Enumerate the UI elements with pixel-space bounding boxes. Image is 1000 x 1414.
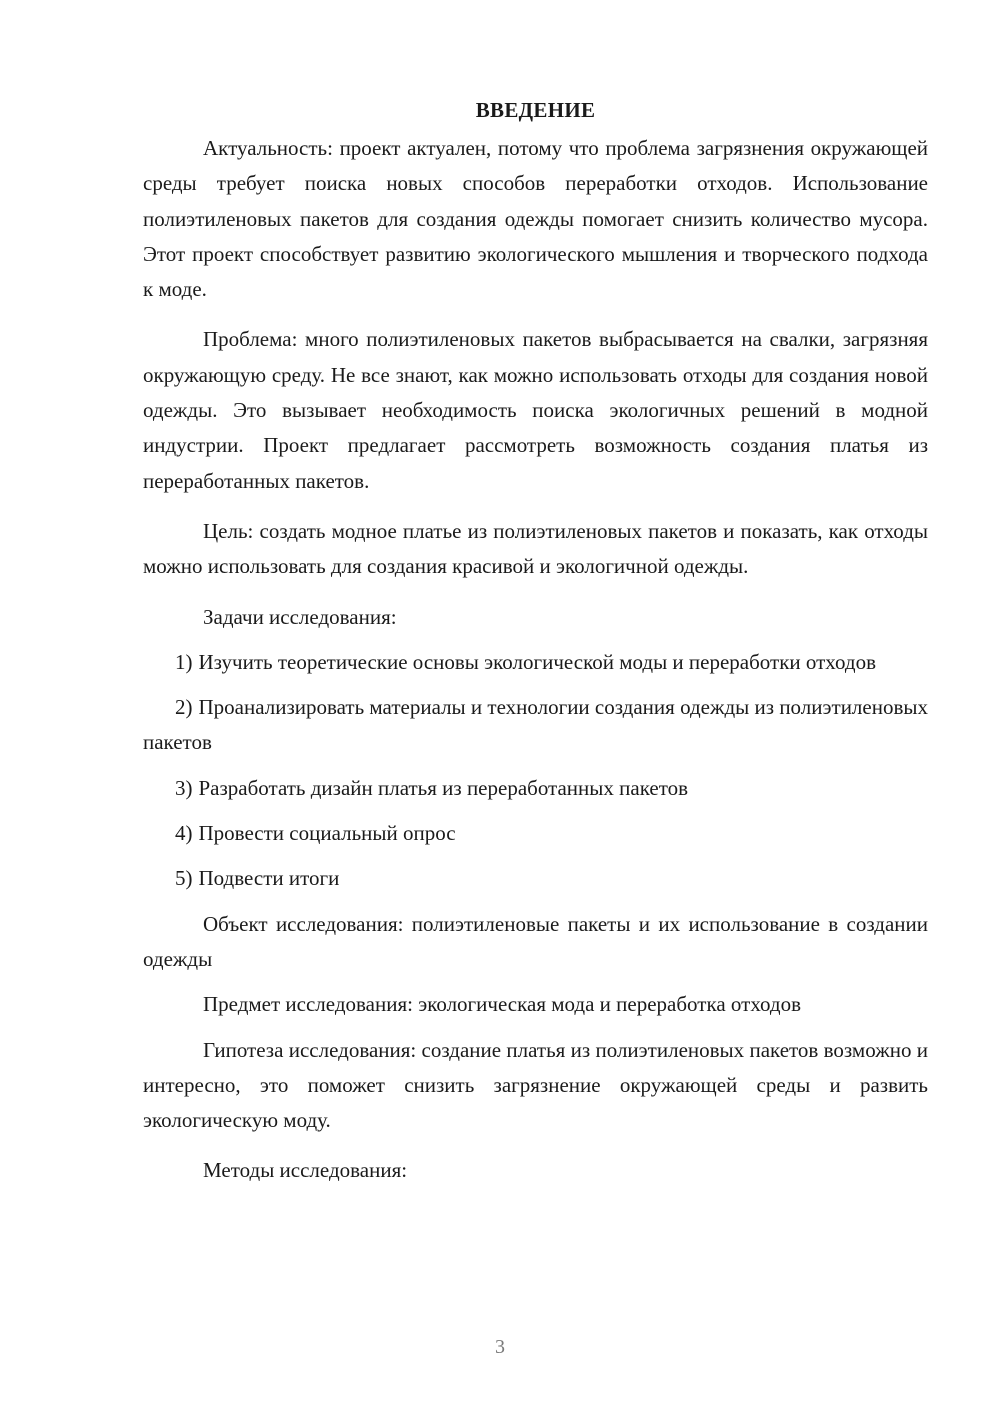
list-item-number: 4) bbox=[175, 821, 193, 846]
list-item bbox=[143, 861, 928, 896]
hypothesis-paragraph: Гипотеза исследования: создание платья из полиэтиленовых пакетов возможно и интересно, это поможет снизить загрязнение окружающей среды и развить экологическую моду. bbox=[143, 1037, 928, 1133]
list-item bbox=[143, 771, 928, 806]
list-item-number: 5) bbox=[175, 866, 193, 891]
list-item-number: 1) bbox=[175, 649, 193, 674]
methods-heading: Методы исследования: bbox=[203, 1158, 408, 1183]
list-item-text: Подвести итоги bbox=[198, 866, 340, 891]
list-item bbox=[143, 816, 928, 851]
page-number: 3 bbox=[495, 1336, 505, 1358]
list-item bbox=[143, 690, 928, 761]
list-item-text: Изучить теоретические основы экологической моды и переработки отходов bbox=[198, 649, 876, 674]
list-item-number: 3) bbox=[175, 775, 193, 800]
list-item bbox=[143, 645, 928, 680]
document-page bbox=[143, 95, 928, 1204]
subject-paragraph: Предмет исследования: экологическая мода и переработка отходов bbox=[203, 992, 802, 1017]
list-item-number: 2) bbox=[175, 695, 193, 720]
object-paragraph: Объект исследования: полиэтиленовые пакеты и их использование в создании одежды bbox=[143, 911, 928, 971]
list-item-text: Провести социальный опрос bbox=[198, 821, 456, 846]
list-item-text: Проанализировать материалы и технологии создания одежды из полиэтиленовых пакетов bbox=[143, 695, 928, 755]
relevance-paragraph: Актуальность: проект актуален, потому что проблема загрязнения окружающей среды требует поиска новых способов переработки отходов. Использование полиэтиленовых пакетов для создания одежды помогает снизить количество мусора. Этот проект способствует развитию экологического мышления и творческого подхода к моде. bbox=[143, 136, 928, 302]
page-title: ВВЕДЕНИЕ bbox=[475, 98, 596, 122]
goal-paragraph: Цель: создать модное платье из полиэтиленовых пакетов и показать, как отходы можно использовать для создания красивой и экологичной одежды. bbox=[143, 518, 928, 579]
list-item-text: Разработать дизайн платья из переработанных пакетов bbox=[198, 775, 689, 800]
tasks-heading: Задачи исследования: bbox=[203, 604, 397, 629]
problem-paragraph: Проблема: много полиэтиленовых пакетов выбрасывается на свалки, загрязняя окружающую среду. Не все знают, как можно использовать отходы для создания новой одежды. Это вызывает необходимость поиска экологичных решений в модной индустрии. Проект предлагает рассмотреть возможность создания платья из переработанных пакетов. bbox=[143, 327, 928, 493]
tasks-list bbox=[143, 645, 928, 897]
